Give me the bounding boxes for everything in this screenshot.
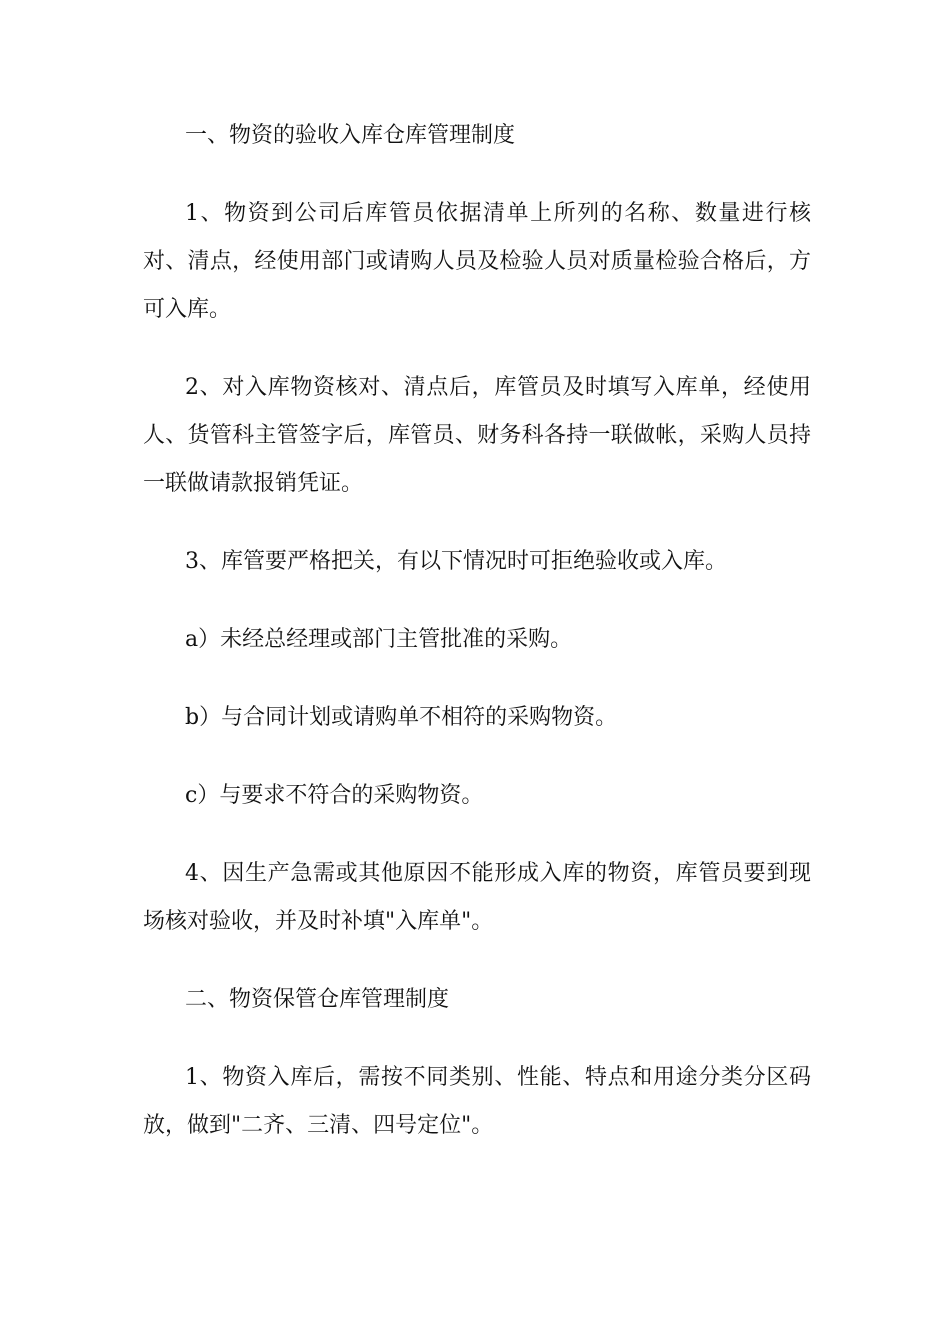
section-heading-2: 二、物资保管仓库管理制度 bbox=[185, 987, 450, 1012]
paragraph-item-1: 1、物资到公司后库管员依据清单上所列的名称、数量进行核对、清点，经使用部门或请购人员及检验人员对质量检验合格后，方可入库。 bbox=[143, 201, 811, 322]
list-item-c: c）与要求不符合的采购物资。 bbox=[185, 783, 484, 808]
paragraph-item-5: 1、物资入库后，需按不同类别、性能、特点和用途分类分区码放，做到"二齐、三清、四号定位"。 bbox=[143, 1065, 811, 1138]
paragraph-item-2: 2、对入库物资核对、清点后，库管员及时填写入库单，经使用人、货管科主管签字后，库管员、财务科各持一联做帐，采购人员持一联做请款报销凭证。 bbox=[143, 375, 811, 496]
document-body bbox=[143, 112, 811, 1180]
list-item-b: b）与合同计划或请购单不相符的采购物资。 bbox=[185, 705, 618, 730]
paragraph-item-4: 4、因生产急需或其他原因不能形成入库的物资，库管员要到现场核对验收，并及时补填"入库单"。 bbox=[143, 861, 811, 934]
section-heading-1: 一、物资的验收入库仓库管理制度 bbox=[185, 123, 516, 148]
paragraph-item-3: 3、库管要严格把关，有以下情况时可拒绝验收或入库。 bbox=[185, 549, 727, 574]
list-item-a: a）未经总经理或部门主管批准的采购。 bbox=[185, 627, 573, 652]
